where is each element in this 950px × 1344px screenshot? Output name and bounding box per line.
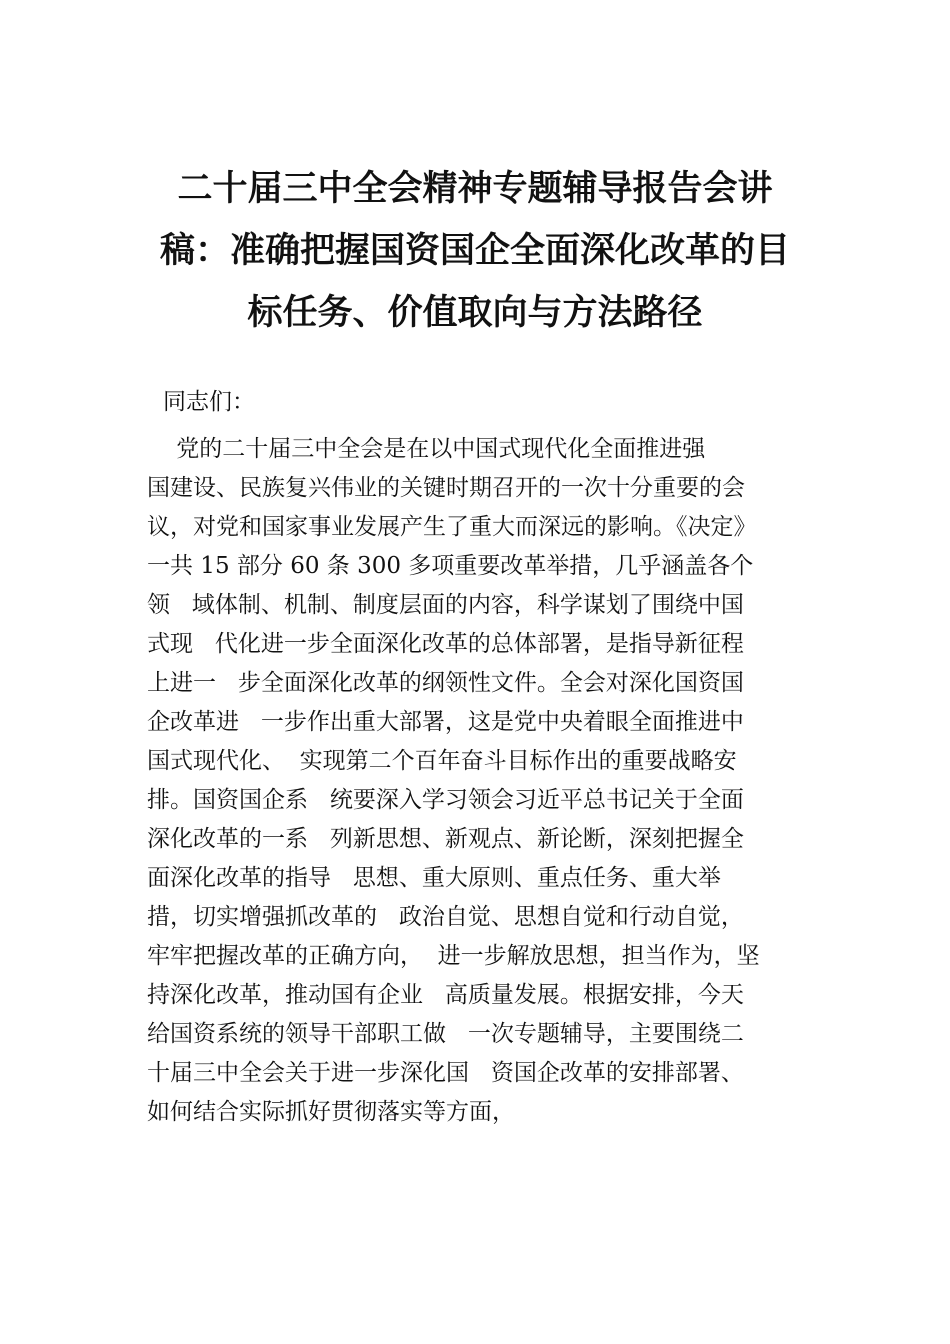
body-line: 上进一 步全面深化改革的纲领性文件。全会对深化国资国 xyxy=(147,670,744,696)
title-line: 标任务、价值取向与方法路径 xyxy=(247,293,703,333)
body-line: 国建设、民族复兴伟业的关键时期召开的一次十分重要的会 xyxy=(147,475,745,501)
title-line: 二十届三中全会精神专题辅导报告会讲 xyxy=(177,169,773,209)
body-line: 深化改革的一系 列新思想、新观点、新论断，深刻把握全 xyxy=(147,826,744,852)
body-line: 十届三中全会关于进一步深化国 资国企改革的安排部署、 xyxy=(147,1060,744,1086)
title-line: 稿：准确把握国资国企全面深化改革的目 xyxy=(159,231,790,271)
body-line: 领 域体制、机制、制度层面的内容，科学谋划了围绕中国 xyxy=(147,592,744,618)
body-line: 企改革进 一步作出重大部署，这是党中央着眼全面推进中 xyxy=(147,709,744,735)
body-line: 面深化改革的指导 思想、重大原则、重点任务、重大举 xyxy=(147,865,721,891)
body-line: 党的二十届三中全会是在以中国式现代化全面推进强 xyxy=(147,436,706,462)
body-paragraph xyxy=(147,430,837,1132)
body-line: 措，切实增强抓改革的 政治自觉、思想自觉和行动自觉， xyxy=(147,904,744,930)
body-line: 排。国资国企系 统要深入学习领会习近平总书记关于全面 xyxy=(147,787,744,813)
body-line: 牢牢把握改革的正确方向， 进一步解放思想，担当作为，坚 xyxy=(147,943,760,969)
body-line: 如何结合实际抓好贯彻落实等方面， xyxy=(147,1099,515,1125)
document-title xyxy=(120,158,830,344)
body-line: 议，对党和国家事业发展产生了重大而深远的影响。《决定》 xyxy=(147,514,757,540)
body-line: 给国资系统的领导干部职工做 一次专题辅导，主要围绕二 xyxy=(147,1021,744,1047)
body-line: 一共 15 部分 60 条 300 多项重要改革举措，几乎涵盖各个 xyxy=(147,553,754,579)
body-line: 国式现代化、 实现第二个百年奋斗目标作出的重要战略安 xyxy=(147,748,737,774)
body-line: 持深化改革，推动国有企业 高质量发展。根据安排，今天 xyxy=(147,982,744,1008)
body-line: 式现 代化进一步全面深化改革的总体部署，是指导新征程 xyxy=(147,631,744,657)
salutation: 同志们： xyxy=(163,389,255,415)
